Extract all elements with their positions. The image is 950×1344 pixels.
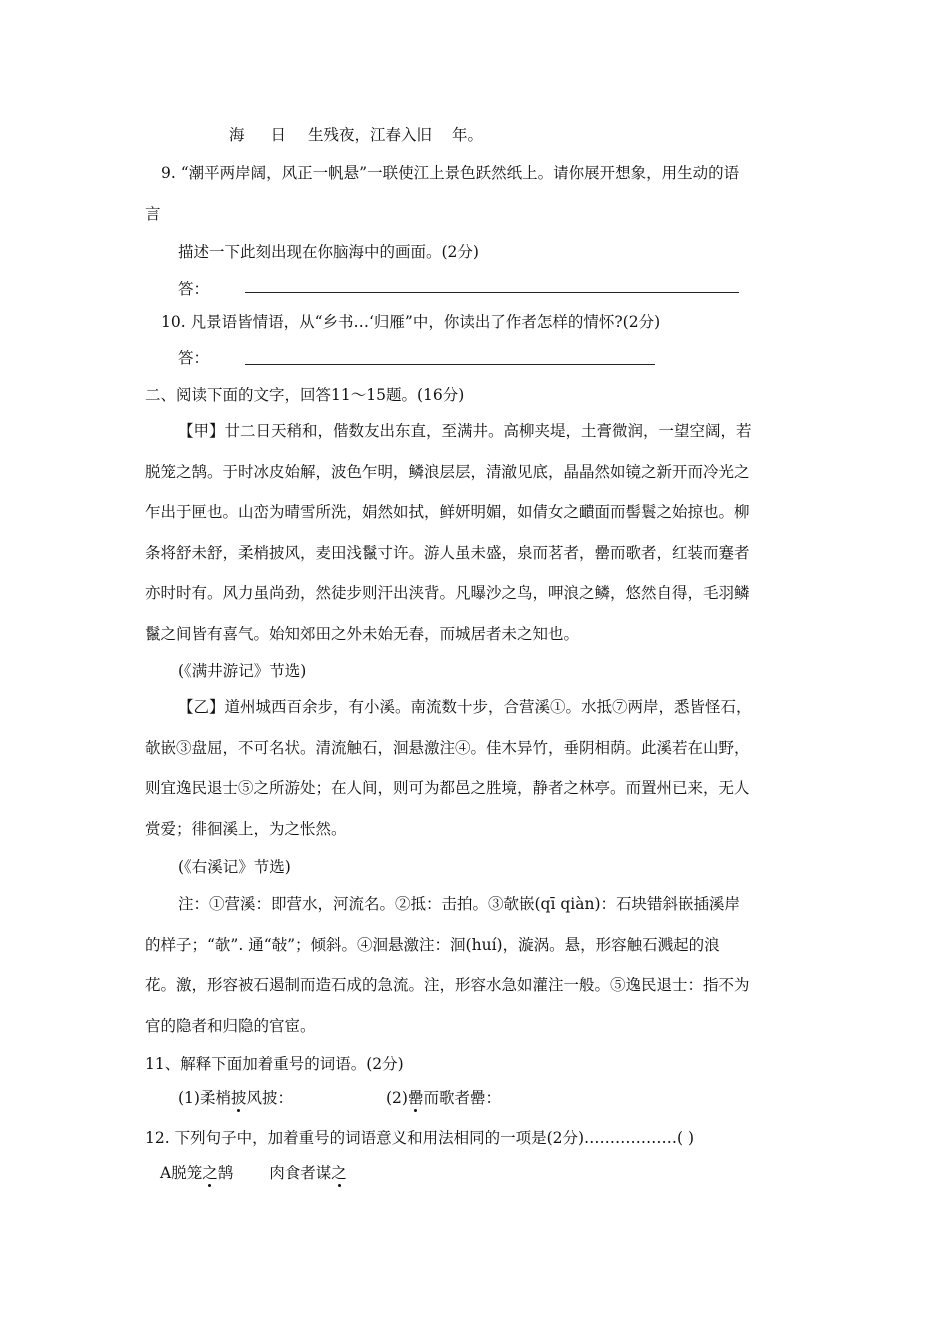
emphasis-word: 之 [331,1164,347,1182]
passage-jia-line: 乍出于匣也。山峦为晴雪所洗，娟然如拭，鲜妍明媚，如倩女之靧面而髻鬟之始掠也。柳 [145,503,750,521]
passage-jia-line: 亦时时有。风力虽尚劲，然徒步则汗出浃背。凡曝沙之鸟，呷浪之鳞，悠然自得，毛羽鳞 [145,584,750,602]
section-2-heading: 二、阅读下面的文字，回答11～15题。(16分) [145,386,465,404]
passage-yi-line: 则宜逸民退士⑤之所游处；在人间，则可为都邑之胜境，静者之林亭。而置州已来，无人 [145,779,750,797]
passage-jia-line: 【甲】廿二日天稍和，偕数友出东直，至满井。高柳夹堤，土膏微润，一望空阔，若 [178,422,752,440]
passage-yi-line: 赏爱；徘徊溪上，为之怅然。 [145,820,347,838]
notes-line: 注：①营溪：即营水，河流名。②抵：击拍。③欹嵌(qī qiàn)：石块错斜嵌插溪岸 [178,895,741,913]
passage-jia-line: 鬣之间皆有喜气。始知郊田之外未始无春，而城居者未之知也。 [145,625,580,643]
q12-stem: 12. 下列句子中，加着重号的词语意义和用法相同的一项是(2分)………………( ) [145,1129,695,1147]
passage-yi-source: (《右溪记》节选) [178,858,291,876]
q9-answer-label: 答： [178,280,210,298]
q10-answer-line[interactable] [245,364,655,365]
q9-answer-line[interactable] [245,292,739,293]
q9-line-3: 描述一下此刻出现在你脑海中的画面。(2分) [178,243,479,261]
passage-jia-line: 条将舒未舒，柔梢披风，麦田浅鬣寸许。游人虽未盛，泉而茗者，罍而歌者，红装而蹇者 [145,544,750,562]
q11-item-1: (1)柔梢披风披： [178,1089,293,1107]
q10-line-1: 10. 凡景语皆情语，从“乡书…‘归雁”中，你读出了作者怎样的情怀?(2分) [161,313,661,331]
notes-line: 的样子；“欹”. 通“敧”；倾斜。④洄悬激注：洄(huí)，漩涡。悬，形容触石溅起的浪 [145,936,720,954]
q11-stem: 11、解释下面加着重号的词语。(2分) [145,1055,404,1073]
q9-line-1: 9. “潮平两岸阔，风正一帆悬”一联使江上景色跃然纸上。请你展开想象，用生动的语 [161,164,740,182]
q12-option-a: A脱笼之鹄 肉食者谋之 [160,1164,347,1182]
q9-line-2: 言 [145,205,161,223]
q10-answer-label: 答： [178,349,210,367]
notes-line: 官的隐者和归隐的官宦。 [145,1017,316,1035]
emphasis-word: 之 [202,1164,218,1182]
q11-item-2: (2)罍而歌者罍： [386,1089,501,1107]
passage-yi-line: 【乙】道州城西百余步，有小溪。南流数十步，合营溪①。水抵⑦两岸，悉皆怪石， [178,698,752,716]
passage-yi-line: 欹嵌③盘屈，不可名状。清流触石，洄悬激注④。佳木异竹，垂阴相荫。此溪若在山野， [145,739,750,757]
poem-line: 海 日 生残夜，江春入旧 年。 [229,126,484,144]
emphasis-word: 披 [230,1089,247,1107]
passage-jia-line: 脱笼之鹄。于时冰皮始解，波色乍明，鳞浪层层，清澈见底，晶晶然如镜之新开而冷光之 [145,463,750,481]
notes-line: 花。激，形容被石遏制而造石成的急流。注，形容水急如灌注一般。⑤逸民退士：指不为 [145,976,750,994]
emphasis-word: 罍 [407,1089,424,1107]
passage-jia-source: (《满井游记》节选) [178,662,307,680]
